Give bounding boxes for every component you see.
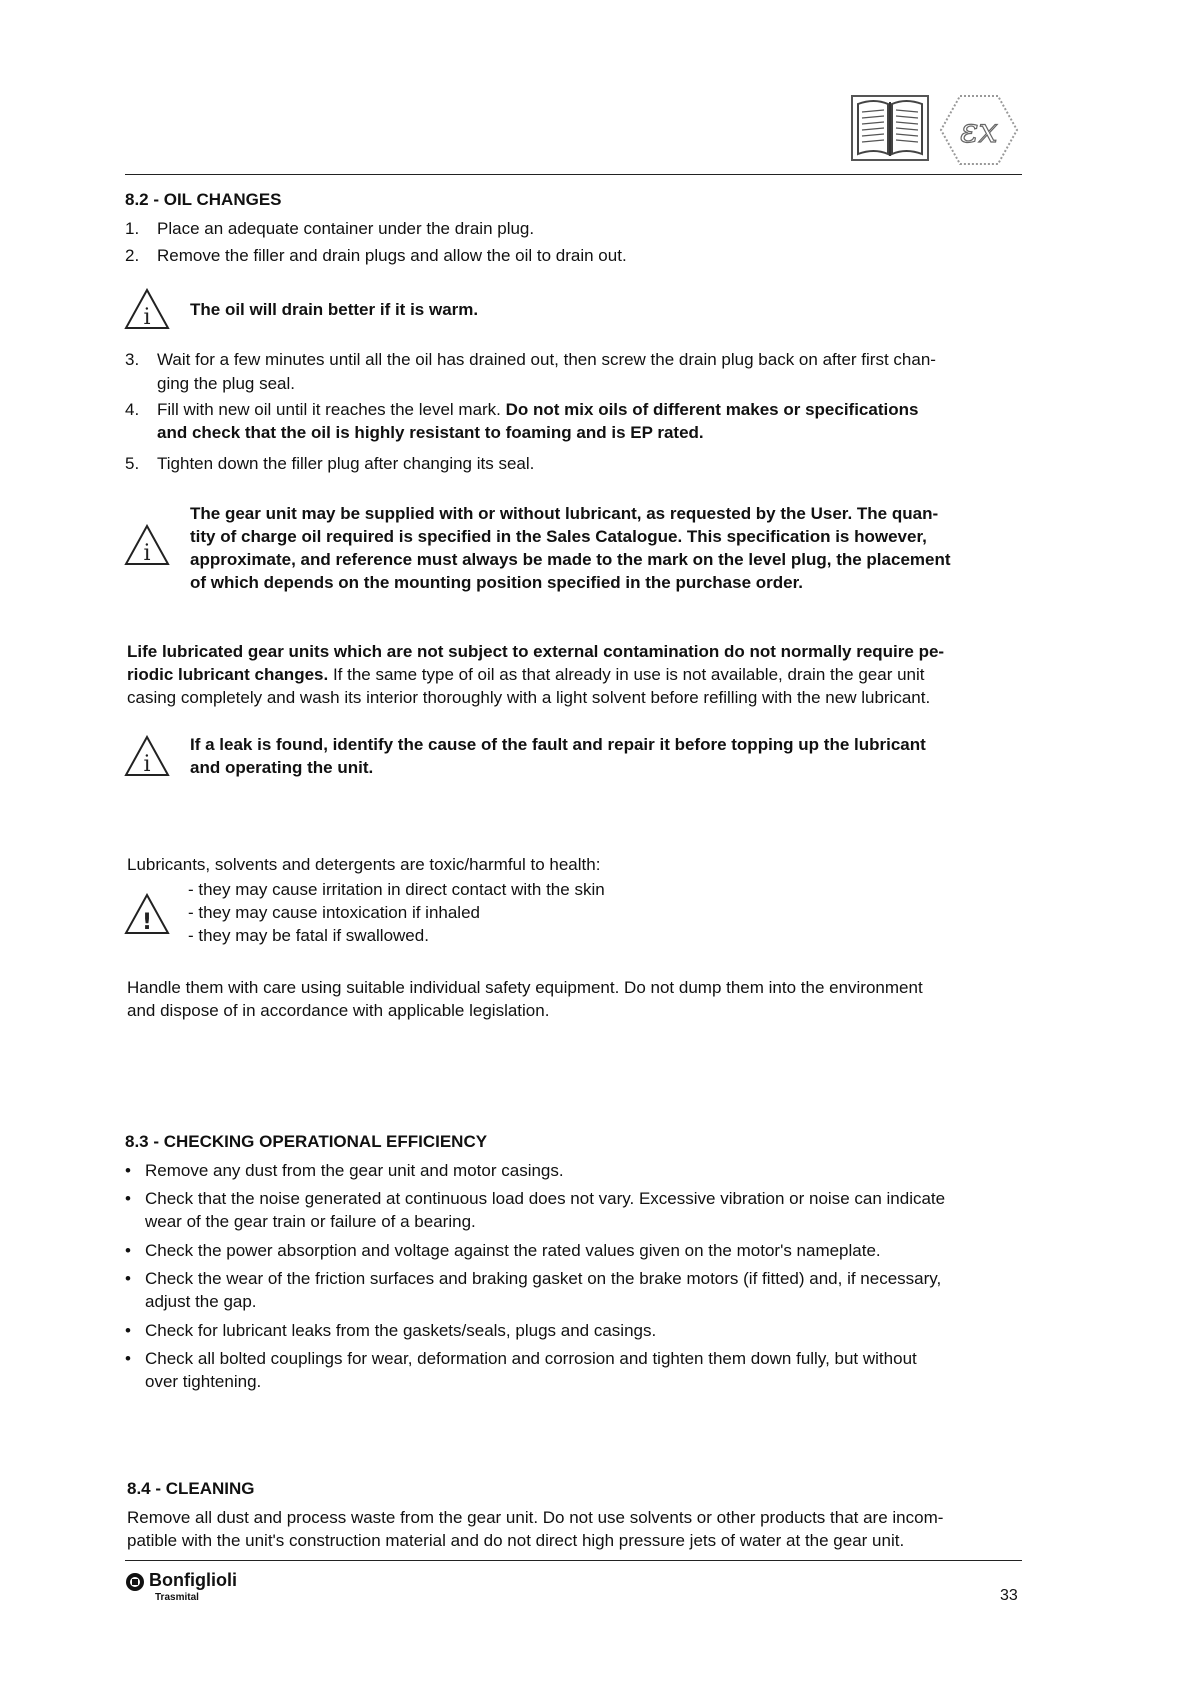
info-warning-icon — [124, 735, 170, 777]
footer-rule — [125, 1560, 1022, 1561]
svg-text:εx: εx — [960, 111, 998, 151]
list-item: 3. Wait for a few minutes until all the oil has drained out, then screw the drain plug back on after first chan- ging the plug seal. — [125, 350, 936, 393]
toxic-intro: Lubricants, solvents and detergents are toxic/harmful to health: — [127, 855, 601, 874]
info-warning-icon — [124, 288, 170, 330]
book-icon — [850, 92, 930, 164]
ex-hexagon-icon — [938, 92, 1020, 168]
page-number: 33 — [1000, 1587, 1018, 1604]
svg-text:i: i — [143, 541, 151, 566]
header-rule — [125, 174, 1022, 175]
section-heading-8-2: 8.2 - OIL CHANGES — [125, 190, 282, 209]
list-item: - they may be fatal if swallowed. — [188, 926, 429, 945]
paragraph-cleaning: Remove all dust and process waste from the gear unit. Do not use solvents or other products that are incom- patible with the unit's construction material and do not direct high pressure jets of water at the gear unit. — [127, 1508, 944, 1550]
note-leak: If a leak is found, identify the cause of the fault and repair it before topping up the lubricant and operating the unit. — [190, 735, 926, 777]
note-warm-oil: The oil will drain better if it is warm. — [190, 300, 479, 319]
paragraph-handle: Handle them with care using suitable individual safety equipment. Do not dump them into the environment and dispose of in accordance with applicable legislation. — [127, 978, 923, 1020]
svg-text:!: ! — [141, 910, 153, 935]
bonfiglioli-logo-icon — [125, 1572, 145, 1592]
list-item: - they may cause intoxication if inhaled — [188, 903, 480, 922]
toxic-list — [188, 878, 605, 947]
manual-page: εx 8.2 - OIL CHANGES 1. Place an adequate container under the drain plug. 2. Remove the filler and drain plugs and allow the oil to drain out. i The oil will drain better if it is warm. 3. Wait for a few minutes until all the oil has drained out, then screw the drain plug back on after first chan- ging the plug seal. 4. Fill with new oil until it reaches the level mark. Do not mix oils of different makes or specifications and check that the oil is highly resistant to foaming and is EP rated. 5. Tighten down the filler plug after changing its seal. i The gear unit may be supplied with or without lubricant, as requested by the User. The quan- tity of charge oil required is specified in the Sales Catalogue. This specification is however, approximate, and reference must always be made to the mark on the level plug, the placement of which depends on the mounting position specified in the purchase order. Life lubricated gear units which are not subject to external contamination do not normally require pe- riodic lubricant changes. If the same type of oil as that already in use is not available, drain the gear unit casing completely and wash its interior thoroughly with a light solvent before refilling with the new lubricant. i If a leak is found, identify the cause of the fault and repair it before topping up the lubricant and operating the unit. Lubricants, solvents and detergents are toxic/harmful to health: ! - they may cause irritation in direct contact with the skin - they may cause intoxication if inhaled - they may be fatal if swallowed. Handle them with care using suitable individual safety equipment. Do not dump them into the environment and dispose of in accordance with applicable legislation. 8.3 - CHECKING OPERATIONAL EFFICIENCY • Remove any dust from the gear unit and motor casings. • Check that the noise generated at continuous load does not vary. Excessive vibration or noise can indicate wear of the gear train or failure of a bearing. • Check the power absorption and voltage against the rated values given on the motor's nameplate. • Check the wear of the friction surfaces and braking gasket on the brake motors (if fitted) and, if necessary, adjust the gap. • Check for lubricant leaks from the gaskets/seals, plugs and casings. • Check all bolted couplings for wear, deformation and corrosion and tighten them down fully, but without over tightening. 8.4 - CLEANING Remove all dust and process waste from the gear unit. Do not use solvents or other products that are incom- patible with the unit's construction material and do not direct high pressure jets of water at the gear unit. Bonfiglioli Trasmital 33 — [0, 0, 1190, 1682]
list-item: - they may cause irritation in direct contact with the skin — [188, 880, 605, 899]
list-item: 4. Fill with new oil until it reaches the level mark. Do not mix oils of different makes or specifications and check that the oil is highly resistant to foaming and is EP rated. — [125, 400, 919, 442]
svg-text:i: i — [143, 752, 151, 777]
exclamation-warning-icon — [124, 893, 170, 935]
section-heading-8-4: 8.4 - CLEANING — [127, 1479, 255, 1498]
svg-text:i: i — [143, 305, 151, 330]
paragraph-life-lubricated: Life lubricated gear units which are not subject to external contamination do not normally require pe- riodic lubricant changes. If the same type of oil as that already in use is not available, drain the gear unit casing completely and wash its interior thoroughly with a light solvent before refilling with the new lubricant. — [127, 642, 945, 707]
info-warning-icon — [124, 524, 170, 566]
note-lubricant-supply: The gear unit may be supplied with or without lubricant, as requested by the User. The quan- tity of charge oil required is specified in the Sales Catalogue. This specification is however, approximate, and reference must always be made to the mark on the level plug, the placement of which depends on the mounting position specified in the purchase order. — [190, 504, 951, 592]
section-heading-8-3: 8.3 - CHECKING OPERATIONAL EFFICIENCY — [125, 1132, 488, 1151]
